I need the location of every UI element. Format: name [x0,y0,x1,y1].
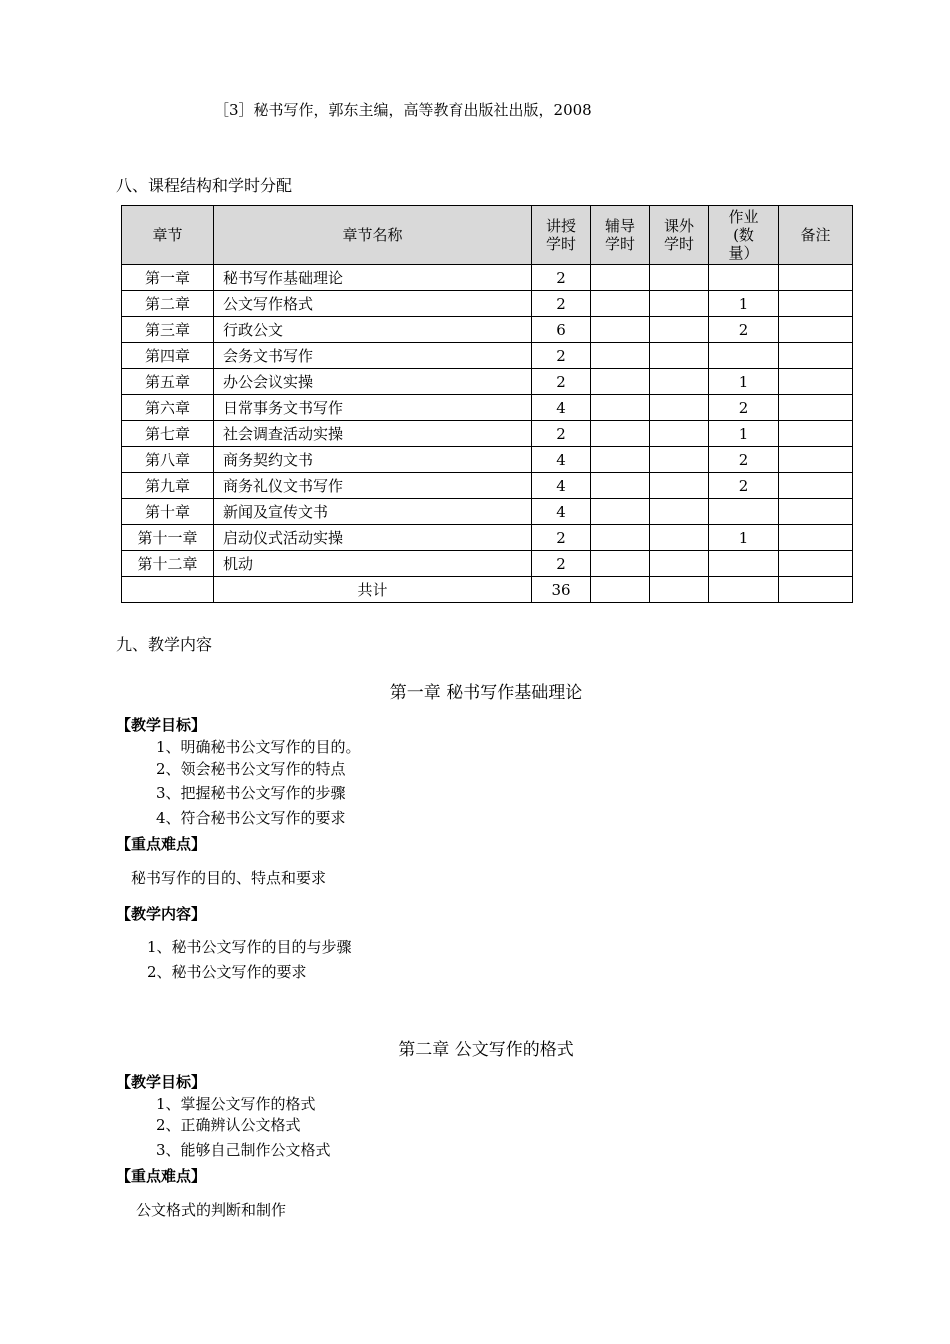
cell-extra [650,473,709,499]
cell-lecture: 2 [532,525,591,551]
cell-tutor [591,291,650,317]
cell-homework: 1 [709,525,779,551]
table-row [122,473,853,499]
cell-homework: 2 [709,473,779,499]
cell-extra [650,343,709,369]
chapter-1-title: 第一章 秘书写作基础理论 [389,683,583,703]
header-extra-hours: 课外 学时 [650,206,709,265]
cell-note [779,525,853,551]
cell-lecture: 2 [532,265,591,291]
chapter-2-key-text: 公文格式的判断和制作 [136,1201,287,1219]
cell-lecture: 2 [532,421,591,447]
header-lecture-hours: 讲授 学时 [532,206,591,265]
cell-tutor [591,447,650,473]
cell-tutor [591,265,650,291]
cell-note [779,577,853,603]
cell-chapter: 第十章 [122,499,214,525]
cell-lecture: 4 [532,395,591,421]
cell-note [779,551,853,577]
table-row [122,499,853,525]
chapter-2-key-label: 【重点难点】 [116,1167,207,1185]
cell-extra [650,317,709,343]
cell-extra [650,395,709,421]
cell-tutor [591,473,650,499]
cell-tutor [591,551,650,577]
cell-chapter: 第二章 [122,291,214,317]
cell-extra [650,525,709,551]
cell-extra [650,447,709,473]
cell-extra [650,369,709,395]
cell-chapter: 第十二章 [122,551,214,577]
cell-extra [650,577,709,603]
cell-chapter: 第七章 [122,421,214,447]
cell-chapter-name: 启动仪式活动实操 [214,525,532,551]
table-row [122,291,853,317]
table-row [122,447,853,473]
cell-note [779,395,853,421]
header-homework: 作业 (数 量） [709,206,779,265]
chapter-2-title: 第二章 公文写作的格式 [398,1040,574,1060]
cell-chapter: 第九章 [122,473,214,499]
cell-tutor [591,499,650,525]
chapter-1-key-text: 秘书写作的目的、特点和要求 [131,869,327,887]
cell-tutor [591,395,650,421]
cell-note [779,447,853,473]
cell-tutor [591,317,650,343]
cell-homework: 2 [709,317,779,343]
cell-chapter: 第八章 [122,447,214,473]
chapter-2-goal: 2、正确辨认公文格式 [156,1116,301,1134]
chapter-1-content-item: 1、秘书公文写作的目的与步骤 [147,938,352,956]
course-hours-table [121,205,853,603]
cell-lecture: 4 [532,473,591,499]
cell-chapter-name: 日常事务文书写作 [214,395,532,421]
cell-extra [650,291,709,317]
total-lecture: 36 [532,577,591,603]
cell-tutor [591,421,650,447]
chapter-1-goal: 3、把握秘书公文写作的步骤 [156,784,346,802]
cell-extra [650,551,709,577]
header-chapter-name: 章节名称 [214,206,532,265]
cell-extra [650,265,709,291]
chapter-2-goal: 1、掌握公文写作的格式 [156,1095,316,1113]
table-row [122,551,853,577]
chapter-1-key-label: 【重点难点】 [116,835,207,853]
cell-chapter-name: 公文写作格式 [214,291,532,317]
chapter-1-goal: 2、领会秘书公文写作的特点 [156,760,346,778]
table-row [122,369,853,395]
cell-lecture: 2 [532,551,591,577]
cell-note [779,421,853,447]
cell-chapter-name: 商务礼仪文书写作 [214,473,532,499]
section-8-heading: 八、课程结构和学时分配 [116,176,293,195]
table-header-row [122,206,853,265]
reference-entry: ［3］秘书写作，郭东主编，高等教育出版社出版，2008 [214,101,592,119]
chapter-1-content-label: 【教学内容】 [116,905,207,923]
table-row [122,525,853,551]
cell-note [779,343,853,369]
cell-note [779,499,853,525]
header-chapter: 章节 [122,206,214,265]
cell-chapter: 第六章 [122,395,214,421]
table-row [122,395,853,421]
cell-lecture: 2 [532,369,591,395]
cell-chapter: 第三章 [122,317,214,343]
cell-homework [709,343,779,369]
chapter-1-goal: 1、明确秘书公文写作的目的。 [156,738,361,756]
cell-chapter-name: 商务契约文书 [214,447,532,473]
chapter-1-goals-label: 【教学目标】 [116,716,207,734]
cell-lecture: 2 [532,343,591,369]
cell-extra [650,421,709,447]
cell-tutor [591,343,650,369]
cell-homework [709,577,779,603]
cell-chapter-name: 机动 [214,551,532,577]
cell-chapter: 第一章 [122,265,214,291]
cell-homework: 2 [709,395,779,421]
cell-lecture: 2 [532,291,591,317]
table-total-row [122,577,853,603]
section-9-heading: 九、教学内容 [116,635,213,654]
cell-note [779,291,853,317]
cell-homework [709,265,779,291]
cell-tutor [591,577,650,603]
cell-homework [709,499,779,525]
cell-chapter: 第十一章 [122,525,214,551]
cell-lecture: 4 [532,447,591,473]
cell-extra [650,499,709,525]
table-row [122,265,853,291]
cell-note [779,265,853,291]
table-row [122,343,853,369]
chapter-1-goal: 4、符合秘书公文写作的要求 [156,809,346,827]
header-note: 备注 [779,206,853,265]
cell-tutor [591,525,650,551]
header-tutor-hours: 辅导 学时 [591,206,650,265]
chapter-1-content-item: 2、秘书公文写作的要求 [147,963,307,981]
cell-note [779,473,853,499]
cell-homework: 2 [709,447,779,473]
table-row [122,421,853,447]
cell-chapter-name: 行政公文 [214,317,532,343]
cell-chapter-name: 秘书写作基础理论 [214,265,532,291]
total-label: 共计 [214,577,532,603]
cell-note [779,317,853,343]
cell-lecture: 4 [532,499,591,525]
cell-note [779,369,853,395]
cell-tutor [591,369,650,395]
table-row [122,317,853,343]
cell-chapter [122,577,214,603]
cell-homework: 1 [709,369,779,395]
cell-chapter-name: 社会调查活动实操 [214,421,532,447]
cell-homework [709,551,779,577]
cell-chapter: 第五章 [122,369,214,395]
cell-homework: 1 [709,421,779,447]
cell-chapter-name: 新闻及宣传文书 [214,499,532,525]
chapter-2-goal: 3、能够自己制作公文格式 [156,1141,331,1159]
cell-chapter-name: 办公会议实操 [214,369,532,395]
cell-chapter-name: 会务文书写作 [214,343,532,369]
cell-lecture: 6 [532,317,591,343]
cell-chapter: 第四章 [122,343,214,369]
cell-homework: 1 [709,291,779,317]
chapter-2-goals-label: 【教学目标】 [116,1073,207,1091]
